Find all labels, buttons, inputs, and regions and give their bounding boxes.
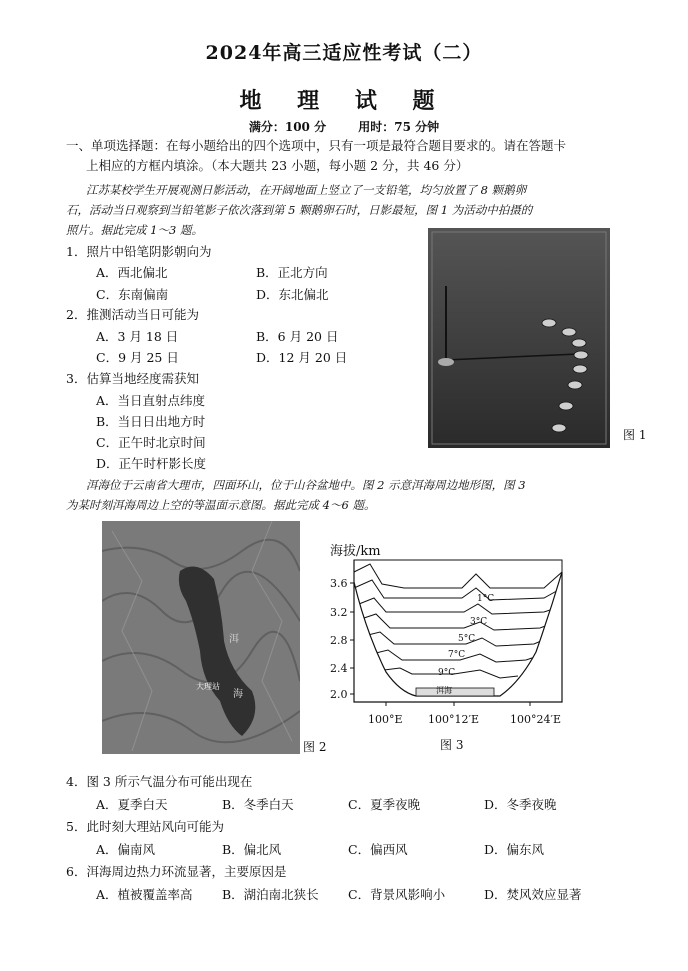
q4-option-a[interactable]: A．夏季白天 <box>96 797 168 812</box>
figure1-caption: 图 1 <box>623 428 647 442</box>
figure3-xtick-3: 100°24′E <box>510 713 562 726</box>
q4-option-c[interactable]: C．夏季夜晚 <box>348 797 421 812</box>
q2-option-d[interactable]: D．12 月 20 日 <box>256 350 348 365</box>
figure3-isotherm-7: 7°C <box>448 650 466 660</box>
figure3-ytick-32: 3.2 <box>330 606 348 619</box>
q6-option-d[interactable]: D．焚风效应显著 <box>484 887 582 902</box>
subject-title: 地 理 试 题 <box>239 88 449 114</box>
passage2-line2: 为某时刻洱海周边上空的等温面示意图。据此完成 4～6 题。 <box>66 498 376 512</box>
q3-option-a[interactable]: A．当日直射点纬度 <box>96 393 206 408</box>
q3-option-c[interactable]: C．正午时北京时间 <box>96 435 206 450</box>
q1-option-a[interactable]: A．西北偏北 <box>96 265 168 280</box>
q4-option-d[interactable]: D．冬季夜晚 <box>484 797 557 812</box>
q3-stem: 3．估算当地经度需获知 <box>66 371 199 386</box>
q6-option-c[interactable]: C．背景风影响小 <box>348 887 446 902</box>
q3-option-b[interactable]: B．当日日出地方时 <box>96 414 206 429</box>
figure2-lake-char2: 海 <box>233 689 243 700</box>
figure3-ytick-24: 2.4 <box>330 662 348 675</box>
score-text: 满分：100 分 <box>248 120 327 134</box>
figure3-isotherm-5: 5°C <box>458 634 476 644</box>
q3-option-d[interactable]: D．正午时杆影长度 <box>96 456 207 471</box>
figure3-ylabel: 海拔/km <box>330 544 381 559</box>
figure3-isotherm-1: 1°C <box>477 594 495 604</box>
q6-stem: 6．洱海周边热力环流显著，主要原因是 <box>66 864 287 879</box>
figure3-caption: 图 3 <box>440 738 464 752</box>
section-instruction-1: 一、单项选择题：在每小题给出的四个选项中，只有一项是最符合题目要求的。请在答题卡 <box>66 138 567 153</box>
exam-meta <box>0 118 688 135</box>
time-text: 用时：75 分钟 <box>358 120 440 134</box>
figure3-isotherm-9: 9°C <box>438 668 456 678</box>
q5-option-b[interactable]: B．偏北风 <box>222 842 282 857</box>
figure3-xtick-2: 100°12′E <box>428 713 480 726</box>
passage2-line1: 洱海位于云南省大理市，四面环山，位于山谷盆地中。图 2 示意洱海周边地形图，图 3 <box>86 478 526 492</box>
figure3-lake-label: 洱海 <box>436 686 452 695</box>
figure3-ytick-20: 2.0 <box>330 688 348 701</box>
q5-stem: 5．此时刻大理站风向可能为 <box>66 819 224 834</box>
q5-option-a[interactable]: A．偏南风 <box>96 842 156 857</box>
passage1-line3: 照片。据此完成 1～3 题。 <box>66 223 203 237</box>
figure3-xtick-1: 100°E <box>368 713 403 726</box>
figure3-isotherm-3: 3°C <box>470 617 488 627</box>
q1-option-b[interactable]: B．正北方向 <box>256 265 328 280</box>
q2-option-b[interactable]: B．6 月 20 日 <box>256 329 339 344</box>
passage1-line1: 江苏某校学生开展观测日影活动，在开阔地面上竖立了一支铅笔，均匀放置了 8 颗鹅卵 <box>86 183 527 197</box>
q2-option-c[interactable]: C．9 月 25 日 <box>96 350 179 365</box>
figure2-caption: 图 2 <box>303 740 327 754</box>
q5-option-c[interactable]: C．偏西风 <box>348 842 408 857</box>
q2-stem: 2．推测活动当日可能为 <box>66 307 199 322</box>
figure2-map <box>102 521 300 754</box>
q4-option-b[interactable]: B．冬季白天 <box>222 797 294 812</box>
q5-option-d[interactable]: D．偏东风 <box>484 842 545 857</box>
figure2-lake-char1: 洱 <box>229 634 239 645</box>
q1-option-d[interactable]: D．东北偏北 <box>256 287 329 302</box>
passage1-line2: 石，活动当日观察到当铅笔影子依次落到第 5 颗鹅卵石时，日影最短，图 1 为活动中拍摄的 <box>66 203 533 217</box>
q1-option-c[interactable]: C．东南偏南 <box>96 287 169 302</box>
figure1-photo <box>428 228 610 448</box>
figure3-ytick-36: 3.6 <box>330 577 348 590</box>
section-instruction-2: 上相应的方框内填涂。（本大题共 23 小题，每小题 2 分，共 46 分） <box>86 158 469 173</box>
exam-title: 2024年高三适应性考试（二） <box>205 42 483 64</box>
q1-stem: 1．照片中铅笔阴影朝向为 <box>66 244 212 259</box>
q4-stem: 4．图 3 所示气温分布可能出现在 <box>66 774 253 789</box>
q6-option-a[interactable]: A．植被覆盖率高 <box>96 887 193 902</box>
figure2-station-label: 大理站 <box>196 682 220 691</box>
figure3-diagram <box>330 532 570 727</box>
figure3-ytick-28: 2.8 <box>330 634 348 647</box>
q2-option-a[interactable]: A．3 月 18 日 <box>96 329 179 344</box>
q6-option-b[interactable]: B．湖泊南北狭长 <box>222 887 319 902</box>
